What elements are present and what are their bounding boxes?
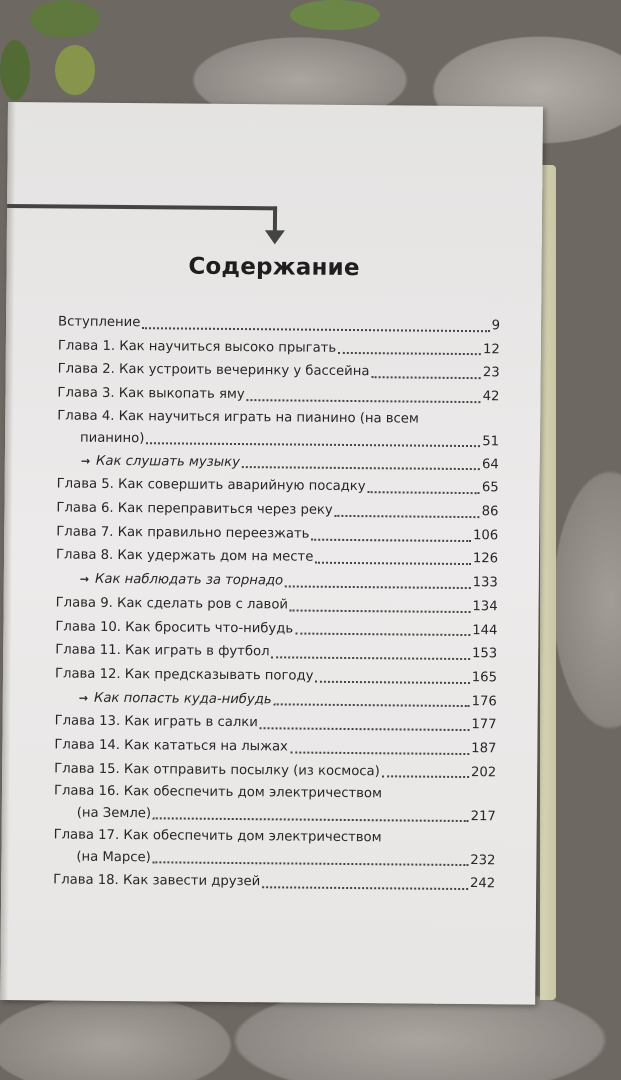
toc-entry-text: Глава 8. Как удержать дом на месте [55, 547, 314, 566]
dot-leader [311, 538, 471, 541]
toc-entry-label [58, 334, 336, 360]
toc-page-number: 202 [470, 764, 497, 780]
dot-leader [315, 562, 471, 565]
leaf-decoration [0, 40, 30, 100]
toc-page-number: 232 [470, 853, 496, 869]
toc-entry [53, 869, 495, 897]
toc-entry-text: Глава 18. Как завести друзей [53, 872, 261, 890]
page-gutter-shadow [0, 102, 16, 1000]
dot-leader [371, 376, 480, 379]
toc-page-number: 217 [470, 809, 496, 825]
toc-entry-label-cont: (на Марсе) [76, 850, 151, 866]
toc-entry-label [56, 520, 309, 546]
dot-leader [290, 609, 470, 613]
toc-entry-label [57, 473, 366, 499]
toc-page-number: 134 [472, 598, 498, 615]
toc-entry-label: Глава 17. Как обеспечить дом электричеством [53, 827, 382, 846]
toc-entry-text: Как наблюдать за торнадо [94, 571, 284, 589]
dot-leader [146, 442, 480, 447]
toc-entry-label [56, 497, 332, 523]
dot-leader [153, 818, 469, 823]
dot-leader [285, 585, 471, 589]
toc-entry-label: Глава 4. Как научиться играть на пианино (на всем [57, 408, 419, 427]
toc-entry-text: Как попасть куда-нибудь [93, 690, 272, 707]
toc-page-number: 133 [472, 575, 498, 591]
toc-entry-text: Глава 10. Как бросить что-нибудь [55, 618, 294, 637]
toc-page-number: 177 [471, 717, 497, 733]
toc-page-number: 9 [491, 318, 501, 334]
toc-entry-label [55, 639, 270, 665]
dot-leader [368, 491, 480, 494]
dot-leader [271, 656, 470, 660]
toc-entry-text: Глава 1. Как научиться высоко прыгать [57, 338, 337, 356]
dot-leader [338, 352, 481, 355]
dot-leader [153, 862, 468, 867]
right-arrow-icon: → [80, 454, 91, 468]
toc-entry-text: Глава 11. Как играть в футбол [55, 642, 270, 660]
dot-leader [242, 466, 480, 470]
toc-entry-text: Глава 7. Как правильно переезжать [56, 524, 310, 542]
toc-entry-text: Глава 3. Как выкопать яму [57, 385, 245, 403]
toc-entry-text: Глава 2. Как устроить вечеринку у бассейна [57, 361, 370, 380]
toc-entry-text: Глава 15. Как отправить посылку (из космоса) [54, 761, 380, 779]
toc-page-number: 23 [482, 365, 500, 381]
dot-leader [274, 704, 470, 708]
toc-page-number: 51 [482, 433, 500, 450]
toc-page-number: 12 [483, 341, 500, 357]
toc-page-number: 64 [482, 456, 499, 473]
toc-page-number: 187 [471, 741, 497, 757]
dot-leader [315, 680, 469, 683]
down-arrow-icon [265, 230, 285, 244]
toc-entry-text: Глава 13. Как играть в салки [54, 713, 258, 731]
toc-entry [54, 781, 496, 829]
toc-entry-text: Глава 14. Как кататься на лыжах [54, 737, 288, 755]
toc-entry [53, 825, 495, 873]
toc-page-number: 176 [471, 693, 497, 709]
toc-entry-label: Глава 16. Как обеспечить дом электричеством [53, 783, 383, 802]
toc-entry-label [55, 662, 314, 688]
toc-entry-label [57, 449, 240, 474]
toc-entry-text: Глава 5. Как совершить аварийную посадку [56, 476, 366, 495]
dot-leader [335, 515, 480, 518]
dot-leader [290, 751, 469, 755]
toc-entry-label [54, 733, 288, 759]
toc-entry-text: Глава 12. Как предсказывать погоду [54, 666, 314, 684]
toc-entry-text: Как слушать музыку [96, 453, 240, 470]
toc-page-number: 165 [471, 669, 498, 686]
toc-page-number: 86 [481, 504, 499, 520]
toc-entry-text: Глава 6. Как переправиться через реку [56, 500, 333, 518]
toc-entry-label [56, 591, 289, 617]
dot-leader [295, 633, 470, 637]
toc-entry-label [58, 310, 140, 334]
toc-entry [57, 405, 499, 453]
toc-entry-label [54, 757, 380, 784]
toc-entry-text: Глава 9. Как сделать ров с лавой [55, 595, 289, 613]
toc-page-number: 242 [469, 876, 496, 892]
toc-page-number: 153 [471, 646, 498, 662]
dot-leader [247, 399, 481, 403]
toc-entry-label [56, 568, 284, 594]
leaf-decoration [55, 45, 95, 95]
page-title: Содержание [188, 253, 360, 282]
toc-page-number: 65 [481, 480, 499, 496]
book-page [0, 102, 543, 1005]
right-arrow-icon: → [79, 572, 90, 586]
leaf-decoration [290, 0, 380, 30]
header-arrow-stem [273, 206, 277, 232]
toc-page-number: 42 [482, 389, 500, 405]
toc-entry-label-cont: (на Земле) [76, 806, 152, 822]
toc-entry-text: Вступление [58, 314, 141, 331]
toc-entry-label [55, 686, 272, 712]
toc-entry-label [53, 869, 260, 895]
toc-entry-label [58, 358, 370, 384]
toc-page-number: 126 [472, 551, 499, 567]
toc-entry-label [54, 710, 257, 735]
right-arrow-icon: → [78, 691, 89, 705]
toc-entry-label-cont: пианино) [80, 430, 145, 446]
toc-entry-label [55, 615, 293, 641]
book-page-edges [540, 165, 556, 1000]
dot-leader [262, 886, 468, 890]
dot-leader [142, 327, 489, 332]
leaf-decoration [30, 0, 100, 38]
dot-leader [382, 776, 469, 779]
toc-page-number: 106 [472, 527, 499, 544]
dot-leader [260, 727, 470, 731]
toc-entry-label [56, 544, 314, 570]
table-of-contents [53, 310, 500, 896]
toc-page-number: 144 [472, 622, 498, 638]
toc-entry-label [57, 381, 244, 406]
header-arrow-line [7, 204, 277, 210]
